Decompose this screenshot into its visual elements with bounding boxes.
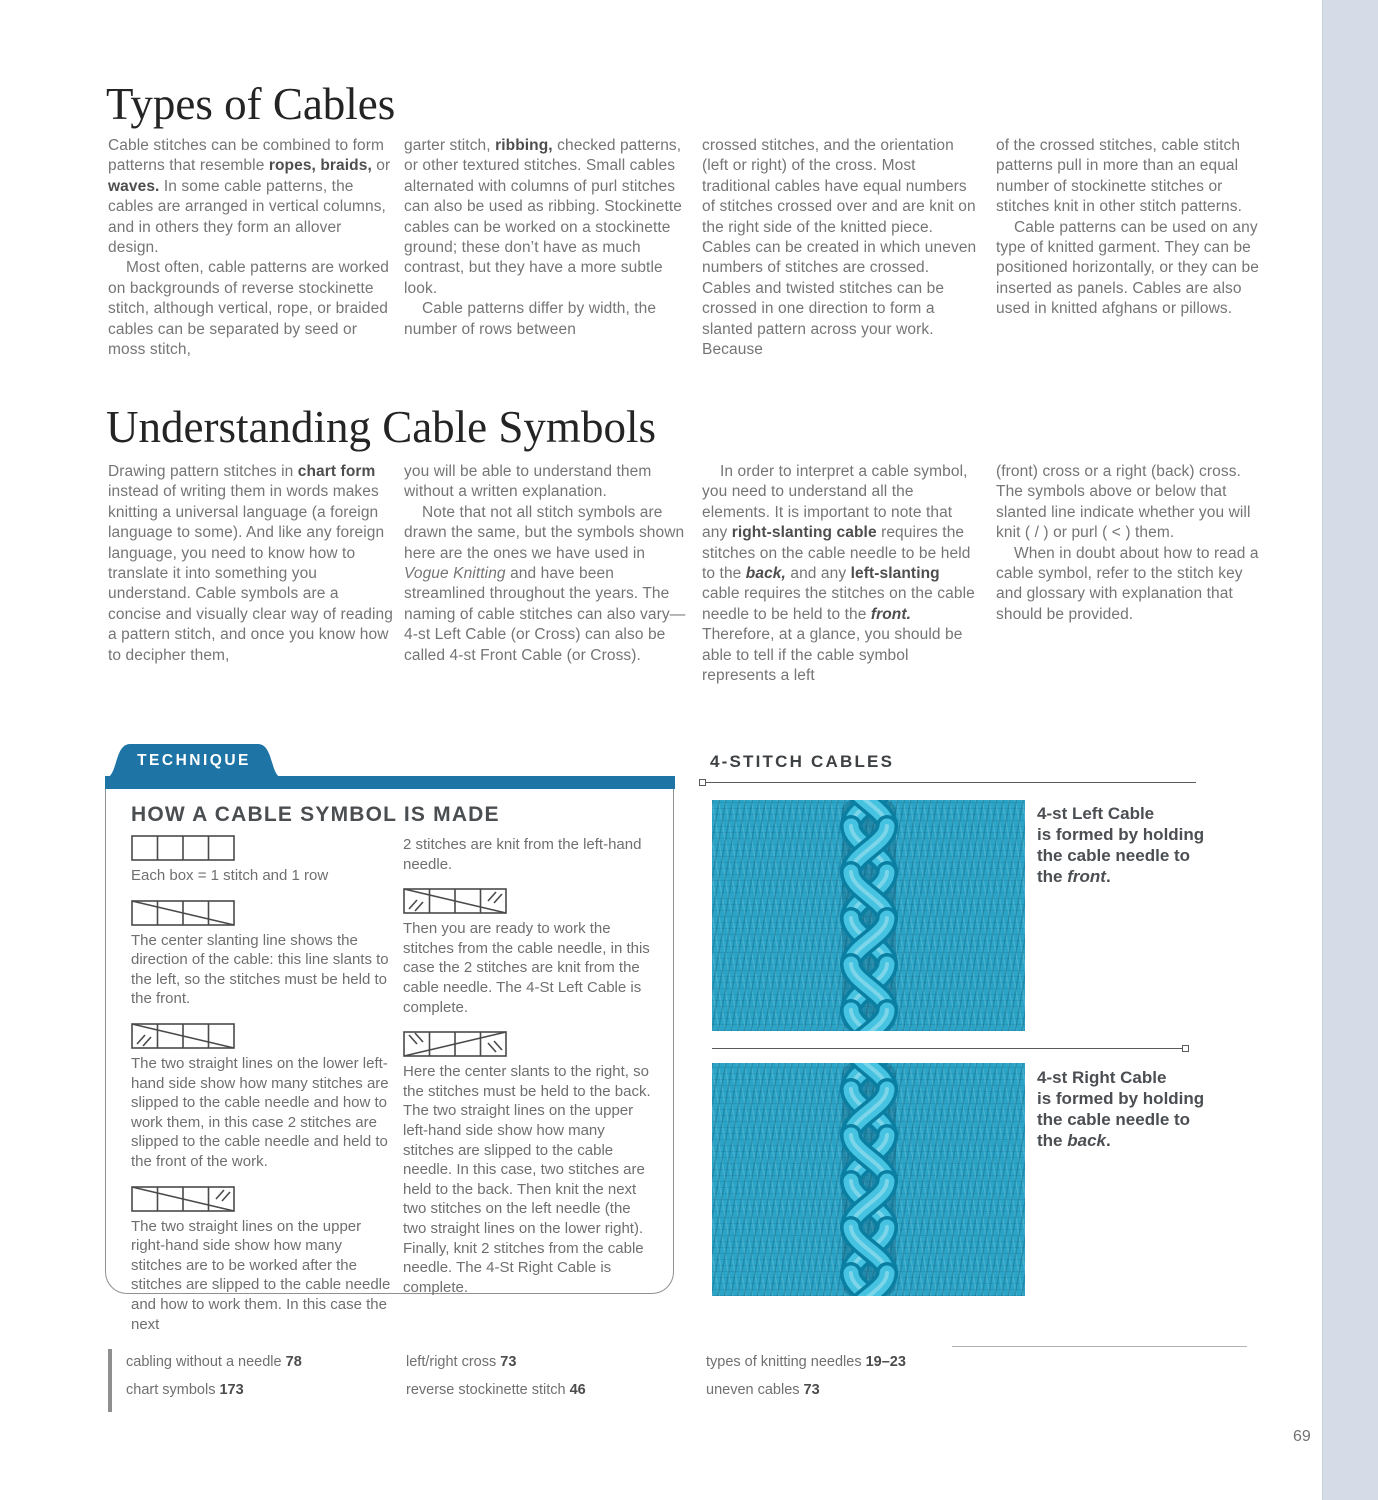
caption-line: the back. — [1037, 1131, 1111, 1150]
technique-step — [131, 900, 396, 1009]
caption-line: the front. — [1037, 867, 1111, 886]
rule-end-square-icon — [1182, 1045, 1189, 1052]
page-number: 69 — [1293, 1428, 1311, 1445]
cross-reference: cabling without a needle 78 — [126, 1354, 302, 1370]
technique-step — [131, 1186, 396, 1335]
text-column — [108, 462, 396, 666]
paragraph: of the crossed stitches, cable stitch patterns pull in more than an equal number of stockinette stitches or stitches knit in other stitch patterns. — [996, 137, 1242, 216]
caption-line: is formed by holding — [1037, 825, 1205, 844]
paragraph: Cable patterns differ by width, the number of rows between — [404, 300, 657, 338]
paragraph: (front) cross or a right (back) cross. The symbols above or below that slanted line indicate whether you will knit ( / ) or purl ( < ) them. — [996, 463, 1251, 542]
text-column — [108, 136, 396, 360]
cable-symbol-left-ll-icon — [131, 1023, 396, 1049]
photo-caption-left-cable — [1037, 803, 1247, 887]
caption-line: 4-st Right Cable — [1037, 1068, 1167, 1087]
text-column — [702, 462, 980, 686]
page-edge-band — [1322, 0, 1378, 1500]
paragraph: Cable patterns can be used on any type of knitted garment. They can be positioned horizontally, or they can be inserted as panels. Cables are also used in knitted afghans or pillows. — [996, 218, 1259, 318]
technique-tab — [105, 744, 283, 778]
paragraph: crossed stitches, and the orientation (left or right) of the cross. Most traditional cables have equal numbers of stitches crossed over and are knit on the right side of the knitted piece. Cables can be created in which uneven numbers of stitches are crossed. Cables and twisted stitches can be crossed in one direction to form a slanted pattern across your work. Because — [702, 137, 977, 359]
paragraph: Note that not all stitch symbols are drawn the same, but the symbols shown here are the ones we have used in Vogue Knitting and have been streamlined throughout the years. The naming of cable stitches can also vary—4-st Left Cable (or Cross) can also be called 4-st Front Cable (or Cross). — [404, 503, 686, 664]
paragraph: garter stitch, ribbing, checked patterns, or other textured stitches. Small cables alternated with columns of purl stitches can also be used as ribbing. Stockinette cables can be worked on a stockinette ground; these don’t have as much contrast, but they have a more subtle look. — [404, 137, 683, 297]
technique-step — [403, 835, 658, 874]
step-caption: The two straight lines on the lower left-hand side show how many stitches are slipped to the cable needle and how to work them, in this case 2 stitches are slipped to the cable needle and held to the front of the work. — [131, 1054, 389, 1170]
cable-symbol-right-both-icon — [403, 1031, 658, 1057]
cable-braid — [824, 1063, 914, 1296]
cables-section-title: 4-STITCH CABLES — [710, 752, 895, 771]
technique-step — [131, 835, 396, 886]
step-caption: The center slanting line shows the direction of the cable: this line slants to the left, so the stitches must be held to the front. — [131, 931, 389, 1008]
divider-rule — [700, 782, 1196, 783]
caption-line: is formed by holding — [1037, 1089, 1205, 1108]
knit-photo-4st-left-cable — [712, 800, 1025, 1031]
paragraph: When in doubt about how to read a cable symbol, refer to the stitch key and glossary with explanation that should be provided. — [996, 544, 1259, 623]
text-column — [404, 462, 689, 666]
rule-end-square-icon — [699, 779, 706, 786]
cross-reference: left/right cross 73 — [406, 1354, 517, 1370]
caption-line: 4-st Left Cable — [1037, 804, 1155, 823]
cross-reference: reverse stockinette stitch 46 — [406, 1382, 586, 1398]
technique-box-top-bar — [105, 776, 675, 789]
footer-reference-column — [706, 1354, 906, 1410]
step-caption: Then you are ready to work the stitches from the cable needle, in this case the 2 stitches are knit from the cable needle. The 4-St Left Cable is complete. — [403, 920, 650, 1016]
text-column — [404, 136, 689, 340]
cable-braid — [824, 800, 914, 1031]
technique-step — [403, 1031, 658, 1297]
section-title-understanding-cable-symbols: Understanding Cable Symbols — [106, 402, 656, 452]
paragraph: Drawing pattern stitches in chart form instead of writing them in words makes knitting a universal language (a foreign language to some). And like any foreign language, you need to know how to translate it into something you understand. Cable symbols are a concise and visually clear way of reading a pattern stitch, and once you know how to decipher them, — [108, 463, 393, 664]
caption-line: the cable needle to — [1037, 1110, 1191, 1129]
footer-left-bar — [108, 1349, 112, 1412]
cross-reference: types of knitting needles 19–23 — [706, 1354, 906, 1370]
text-column — [996, 462, 1268, 625]
knit-photo-4st-right-cable — [712, 1063, 1025, 1296]
technique-step — [403, 888, 658, 1017]
step-caption: Each box = 1 stitch and 1 row — [131, 867, 329, 884]
cable-symbol-left-ur-icon — [131, 1186, 396, 1212]
step-caption: Here the center slants to the right, so the stitches must be held to the back. The two straight lines on the upper left-hand side show how many stitches are slipped to the cable needle. In this case, two stitches are held to the back. Then knit the next two stitches on the left needle (the two straight lines on the lower right). Finally, knit 2 stitches from the cable needle. The 4-St Right Cable is complete. — [403, 1063, 651, 1296]
caption-line: the cable needle to — [1037, 846, 1191, 865]
cross-reference: chart symbols 173 — [126, 1382, 244, 1398]
cable-symbol-empty-icon — [131, 835, 396, 861]
section-title-types-of-cables: Types of Cables — [106, 79, 396, 129]
cable-symbol-left-icon — [131, 900, 396, 926]
paragraph: In order to interpret a cable symbol, you need to understand all the elements. It is important to note that any right-slanting cable requires the stitches on the cable needle to be held to the back, and any left-slanting cable requires the stitches on the cable needle to be held to the front. Therefore, at a glance, you should be able to tell if the cable symbol represents a left — [702, 463, 975, 685]
text-column — [702, 136, 980, 360]
cable-symbol-left-both-icon — [403, 888, 658, 914]
step-caption: The two straight lines on the upper right-hand side show how many stitches are to be worked after the stitches are slipped to the cable needle and how to work them. In this case the next — [131, 1217, 391, 1333]
step-caption: 2 stitches are knit from the left-hand needle. — [403, 836, 642, 873]
footer-reference-column — [406, 1354, 586, 1410]
footer-rule — [952, 1346, 1247, 1347]
paragraph: Most often, cable patterns are worked on backgrounds of reverse stockinette stitch, although vertical, rope, or braided cables can be separated by seed or moss stitch, — [108, 259, 390, 359]
technique-step — [131, 1023, 396, 1172]
technique-tab-label: TECHNIQUE — [137, 752, 251, 769]
technique-box — [105, 777, 674, 1333]
technique-column-left — [131, 835, 396, 1334]
technique-box-title: HOW A CABLE SYMBOL IS MADE — [131, 803, 500, 826]
paragraph: you will be able to understand them without a written explanation. — [404, 463, 652, 501]
divider-rule — [712, 1048, 1188, 1049]
footer-reference-column — [126, 1354, 302, 1410]
photo-caption-right-cable — [1037, 1067, 1247, 1151]
technique-column-right — [403, 835, 658, 1297]
text-column — [996, 136, 1268, 320]
paragraph: Cable stitches can be combined to form patterns that resemble ropes, braids, or waves. In some cable patterns, the cables are arranged in vertical columns, and in others they form an allover design. — [108, 137, 391, 257]
cross-reference: uneven cables 73 — [706, 1382, 820, 1398]
